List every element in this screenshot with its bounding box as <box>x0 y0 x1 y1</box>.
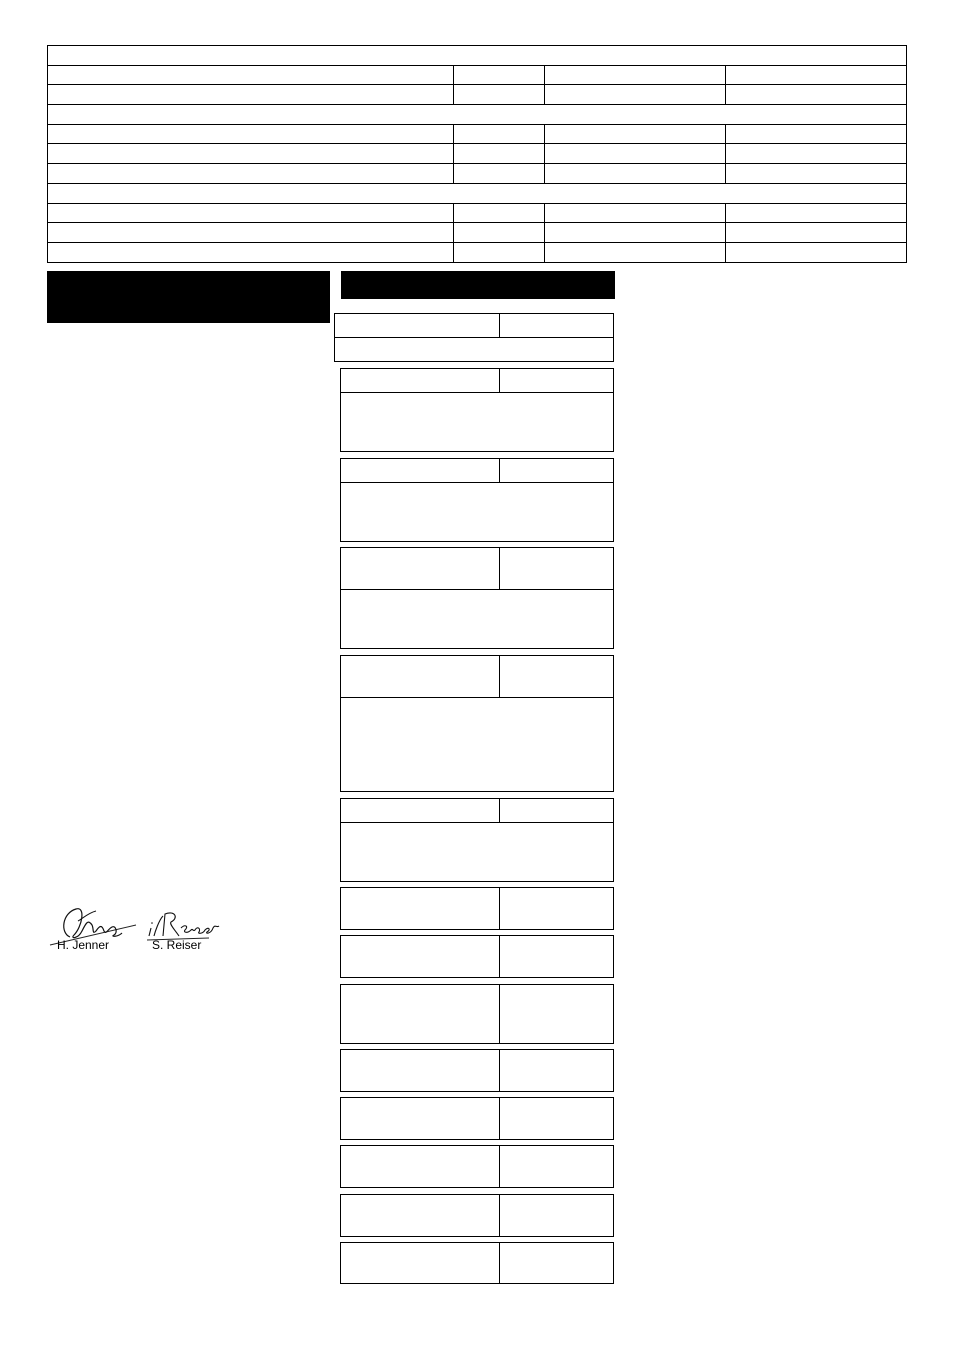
spec-value <box>499 368 614 393</box>
spec-label <box>340 887 500 930</box>
spec-label <box>340 935 500 978</box>
spec-value <box>499 655 614 698</box>
spec-description <box>340 822 614 882</box>
spec-label <box>340 1097 500 1140</box>
spec-label <box>340 655 500 698</box>
spec-label <box>340 458 500 483</box>
spec-value <box>499 1194 614 1237</box>
signature-block <box>45 900 235 956</box>
spec-value <box>499 984 614 1044</box>
spec-description <box>340 589 614 649</box>
spec-value <box>499 547 614 590</box>
spec-label <box>340 1242 500 1284</box>
spec-label <box>340 368 500 393</box>
spec-value <box>499 798 614 823</box>
spec-label <box>340 798 500 823</box>
spec-label <box>334 313 500 338</box>
spec-label <box>340 1049 500 1092</box>
spec-value <box>499 1097 614 1140</box>
spec-value <box>499 887 614 930</box>
spec-label <box>340 984 500 1044</box>
spec-label <box>340 1194 500 1237</box>
signature-name-reiser: S. Reiser <box>152 938 202 952</box>
signature-name-jenner: H. Jenner <box>57 938 110 952</box>
spec-description <box>340 392 614 452</box>
spec-description <box>334 337 614 362</box>
spec-value <box>499 1145 614 1188</box>
spec-value <box>499 935 614 978</box>
spec-description <box>340 697 614 792</box>
spec-value <box>499 1242 614 1284</box>
spec-label <box>340 1145 500 1188</box>
spec-label <box>340 547 500 590</box>
spec-value <box>499 458 614 483</box>
spec-description <box>340 482 614 542</box>
spec-value <box>499 1049 614 1092</box>
spec-value <box>499 313 614 338</box>
